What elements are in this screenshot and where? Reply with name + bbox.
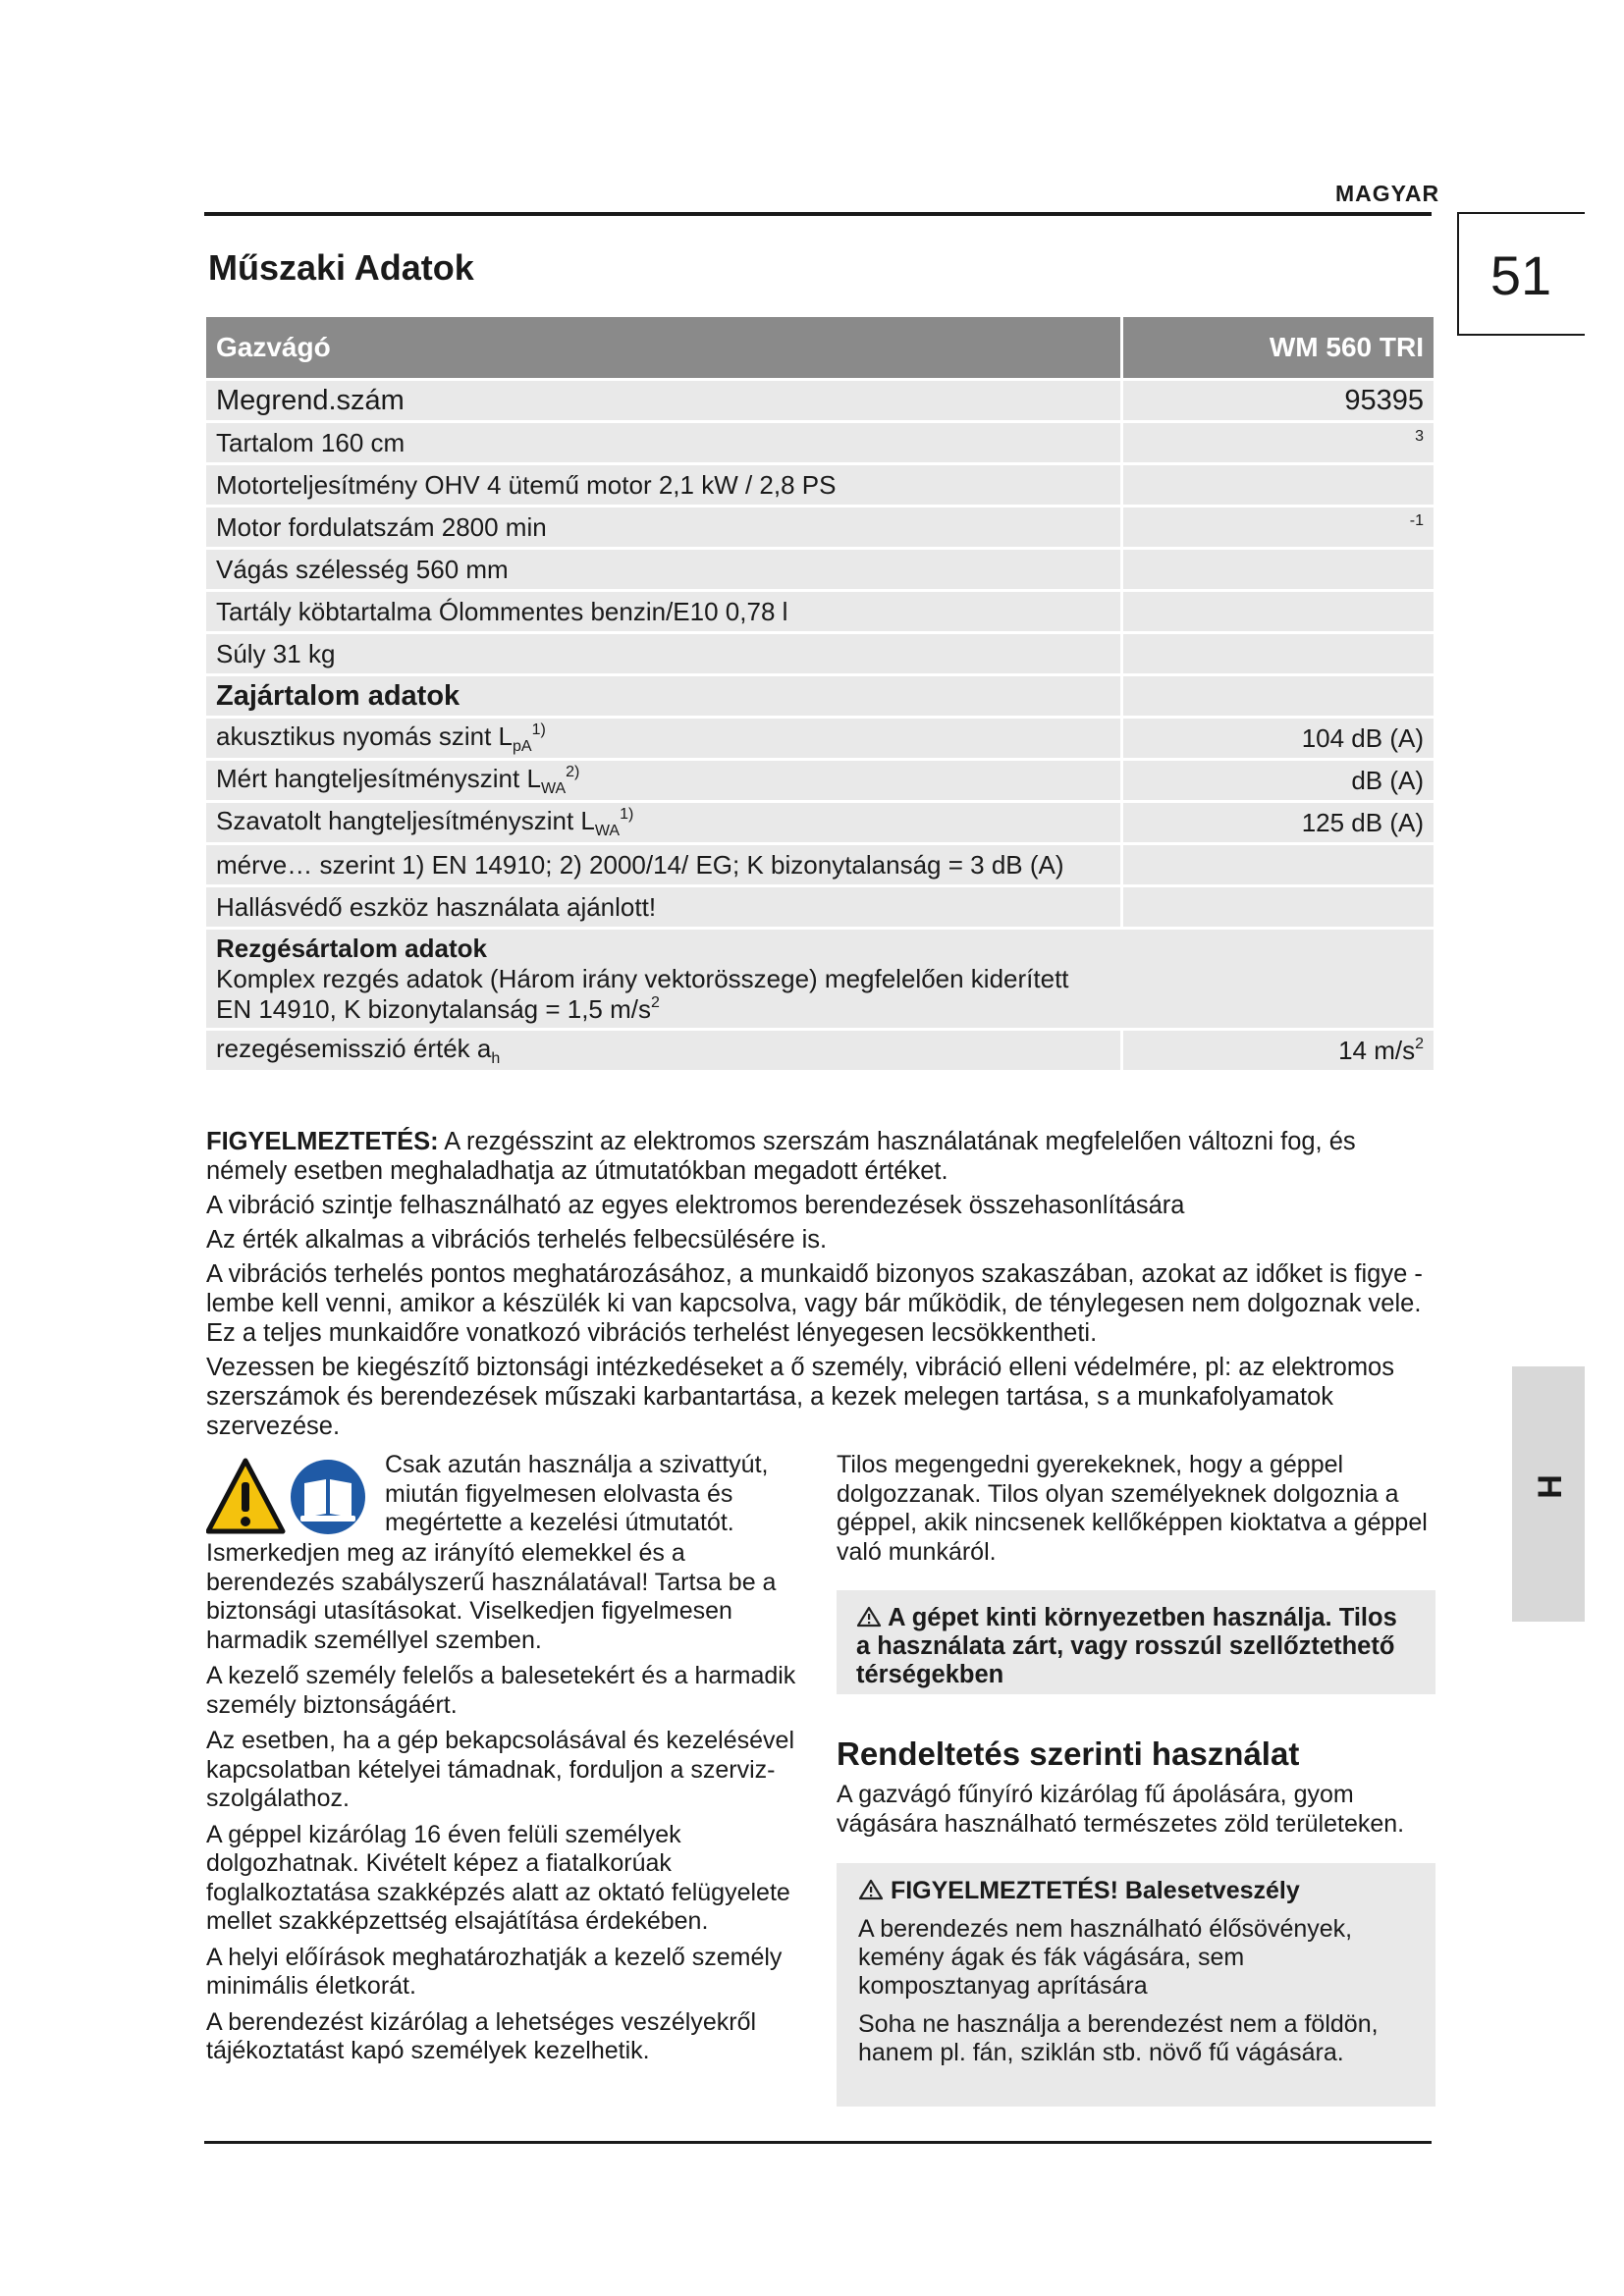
emission-sub: h — [491, 1049, 501, 1067]
warning-text: A rezgésszint az elektromos szerszám használatának megfelelően változni fog, és némely esetben meghaladhatja az útmutatókban megadott értéket. — [206, 1128, 1356, 1185]
warning-triangle-icon — [858, 1879, 884, 1900]
table-row — [206, 381, 1434, 420]
spec-value: -1 — [1409, 511, 1424, 529]
spec-label: Motor fordulatszám 2800 min — [206, 507, 1120, 547]
table-row — [206, 845, 1434, 884]
left-paragraph: Ismerkedjen meg az irányító elemekkel és a berendezés szabályszerű használatával! Tartsa be a biztonsági utasításokat. Viselkedjen figyelmesen harmadik személlyel szemben. — [206, 1539, 777, 1654]
spec-label: Súly 31 kg — [206, 634, 1120, 673]
spec-label: Motorteljesítmény OHV 4 ütemű motor 2,1 kW / 2,8 PS — [206, 465, 1120, 505]
page-title: Műszaki Adatok — [208, 247, 474, 288]
table-row — [206, 423, 1434, 462]
emission-value: 14 m/s — [1338, 1035, 1416, 1065]
spec-value: 95395 — [1120, 381, 1434, 420]
table-row — [206, 761, 1434, 800]
noise-sub: pA — [513, 737, 532, 755]
warning-triangle-icon — [856, 1606, 882, 1628]
table-row — [206, 507, 1434, 547]
measured-note: mérve… szerint 1) EN 14910; 2) 2000/14/ EG; K bizonytalanság = 3 dB (A) — [206, 845, 1120, 884]
noise-value: dB (A) — [1120, 761, 1434, 800]
accident-warning-box — [837, 1863, 1435, 2107]
spec-table — [206, 314, 1434, 1073]
noise-label: Szavatolt hangteljesítményszint L — [216, 805, 595, 835]
ventilation-note-text: A gépet kinti környezetben használja. Tilos a használata zárt, vagy rosszúl szellőztethető térségekben — [856, 1604, 1397, 1688]
children-warning: Tilos megengedni gyerekeknek, hogy a géppel dolgozzanak. Tilos olyan személyeknek dolgoznia a géppel, akik nincsenek kellőképpen kioktatva a géppel való munkáról. — [837, 1451, 1428, 1566]
table-row — [206, 719, 1434, 758]
emission-sup: 2 — [1415, 1035, 1424, 1052]
spec-header-model: WM 560 TRI — [1120, 317, 1434, 378]
emission-label: rezegésemisszió érték a — [216, 1033, 492, 1063]
table-row — [206, 465, 1434, 505]
vibration-section-title: Rezgésártalom adatok — [216, 933, 487, 963]
manual-intro: Csak azután használja a szivattyút, miután figyelmesen elolvasta és megértette a kezelési útmutatót. — [385, 1451, 769, 1536]
hearing-note: Hallásvédő eszköz használata ajánlott! — [206, 887, 1120, 927]
accident-warning-title: FIGYELMEZTETÉS! Balesetveszély — [890, 1877, 1300, 1904]
spec-header-label: Gazvágó — [206, 317, 1120, 378]
intended-use-text: A gazvágó fűnyíró kizárólag fű ápolására, gyom vágására használható természetes zöld területeken. — [837, 1781, 1405, 1838]
noise-sup: 1) — [620, 805, 634, 823]
ventilation-note — [837, 1590, 1435, 1694]
table-row — [206, 634, 1434, 673]
noise-label: Mért hangteljesítményszint L — [216, 763, 541, 793]
left-paragraph: Az esetben, ha a gép bekapcsolásával és kezelésével kapcsolatban kételyei támadnak, forduljon a szerviz-szolgálathoz. — [206, 1727, 794, 1812]
spec-value — [1120, 634, 1434, 673]
read-manual-icon — [291, 1460, 365, 1534]
left-column — [206, 1539, 805, 2073]
noise-section-title: Zajártalom adatok — [206, 676, 1120, 716]
table-row — [206, 803, 1434, 842]
table-row — [206, 887, 1434, 927]
spec-header-row — [206, 317, 1434, 378]
side-tab-letter: H — [1530, 1474, 1568, 1499]
spec-value: 3 — [1415, 427, 1424, 445]
language-label: MAGYAR — [1335, 181, 1440, 206]
safety-icons — [206, 1457, 368, 1537]
noise-sub: WA — [540, 779, 567, 797]
section-row — [206, 676, 1434, 716]
warning-label: FIGYELMEZTETÉS: — [206, 1128, 439, 1155]
page-number: 51 — [1489, 244, 1552, 306]
spec-label: Tartalom 160 cm — [206, 423, 1120, 462]
left-paragraph: A berendezést kizárólag a lehetséges veszélyekről tájékoztatást kapó személyek kezelhetik. — [206, 2007, 757, 2064]
noise-sup: 2) — [566, 763, 580, 780]
table-row — [206, 1031, 1434, 1070]
vibration-line-2-sup: 2 — [651, 993, 660, 1011]
warning-paragraph: A vibráció szintje felhasználható az egyes elektromos berendezések összehasonlítására — [206, 1192, 1185, 1219]
left-paragraph: A géppel kizárólag 16 éven felüli személyek dolgozhatnak. Kivételt képez a fiatalkorúak foglalkoztatása szakképzés alatt az oktató felügyelete mellet szakképzettség elsajátítása érdekében. — [206, 1820, 790, 1935]
noise-value: 104 dB (A) — [1120, 719, 1434, 758]
spec-value — [1120, 465, 1434, 505]
bottom-rule — [204, 2141, 1432, 2144]
top-rule — [204, 212, 1432, 216]
intended-use-heading: Rendeltetés szerinti használat — [837, 1735, 1300, 1772]
vibration-row — [206, 930, 1434, 1028]
table-row — [206, 550, 1434, 589]
table-row — [206, 592, 1434, 631]
warning-paragraph: Az érték alkalmas a vibrációs terhelés felbecsülésére is. — [206, 1226, 828, 1254]
spec-value — [1120, 550, 1434, 589]
left-paragraph: A helyi előírások meghatározhatják a kezelő személy minimális életkorát. — [206, 1943, 783, 2000]
accident-warning-paragraph: A berendezés nem használható élősövények, kemény ágak és fák vágására, sem komposztanyag aprítására — [858, 1915, 1353, 2000]
spec-label: Megrend.szám — [206, 381, 1120, 420]
warning-triangle-icon — [208, 1461, 283, 1531]
vibration-line-1: Komplex rezgés adatok (Három irány vektorösszege) megfelelően kiderített — [216, 963, 1069, 993]
vibration-line-2: EN 14910, K bizonytalanság = 1,5 m/s — [216, 993, 651, 1024]
spec-label: Tartály köbtartalma Ólommentes benzin/E10 0,78 l — [206, 592, 1120, 631]
noise-sub: WA — [594, 822, 621, 839]
spec-label: Vágás szélesség 560 mm — [206, 550, 1120, 589]
accident-warning-paragraph: Soha ne használja a berendezést nem a földön, hanem pl. fán, sziklán stb. növő fű vágására. — [858, 2010, 1379, 2066]
left-paragraph: A kezelő személy felelős a balesetekért és a harmadik személy biztonságáért. — [206, 1662, 796, 1719]
noise-value: 125 dB (A) — [1120, 803, 1434, 842]
noise-label: akusztikus nyomás szint L — [216, 721, 514, 751]
warning-paragraph: Vezessen be kiegészítő biztonsági intézkedéseket a ő személy, vibráció elleni védelmére, pl: az elektromos szerszámok és berendezések műszaki karbantartása, a kezek melegen tartása, s a munkafolyamatok szervezése. — [206, 1354, 1394, 1440]
vibration-warning — [206, 1127, 1438, 1446]
warning-paragraph: A vibrációs terhelés pontos meghatározásához, a munkaidő bizonyos szakaszában, azokat az időket is figye - lembe kell venni, amikor a készülék ki van kapcsolva, vagy bár működik, de ténylegesen nem dolgoznak vele. Ez a teljes munkaidőre vonatkozó vibrációs terhelést lényegesen lecsökkentheti. — [206, 1260, 1423, 1347]
spec-value — [1120, 592, 1434, 631]
noise-sup: 1) — [531, 721, 546, 738]
